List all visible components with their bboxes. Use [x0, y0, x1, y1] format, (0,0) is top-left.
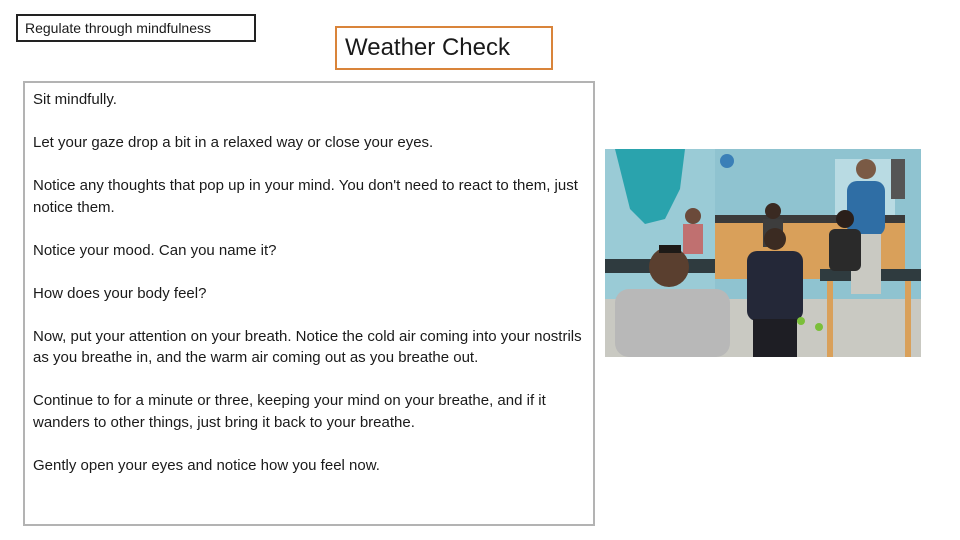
- instruction-item: How does your body feel?: [33, 284, 207, 302]
- section-label: Regulate through mindfulness: [16, 14, 256, 42]
- instruction-item: Sit mindfully.: [33, 91, 117, 108]
- classroom-illustration: [605, 149, 921, 357]
- classroom-photo: [605, 149, 921, 357]
- instruction-item: Now, put your attention on your breath. Notice the cold air coming into your nostrils as you breathe in, and the warm air coming out as you breathe out.: [33, 327, 582, 366]
- instruction-item: Notice any thoughts that pop up in your mind. You don't need to react to them, just notice them.: [33, 177, 578, 216]
- instruction-item: Gently open your eyes and notice how you feel now.: [33, 456, 380, 474]
- instruction-item: Continue to for a minute or three, keeping your mind on your breathe, and if it wanders to other things, just bring it back to your breathe.: [33, 392, 546, 431]
- instructions-box: [23, 81, 595, 526]
- instruction-item: Notice your mood. Can you name it?: [33, 241, 277, 259]
- instruction-item: Let your gaze drop a bit in a relaxed way or close your eyes.: [33, 134, 434, 151]
- page-title: Weather Check: [335, 26, 553, 70]
